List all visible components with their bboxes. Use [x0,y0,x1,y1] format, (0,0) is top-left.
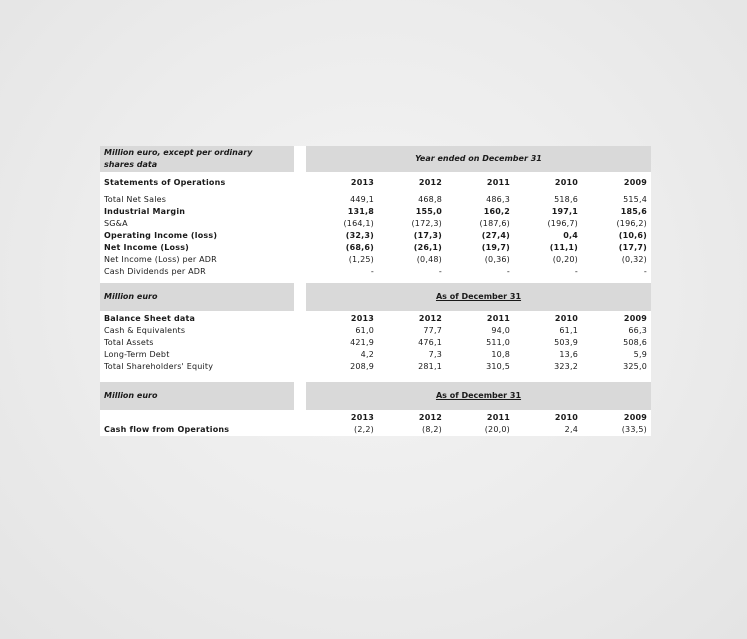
balance-header-right [306,283,651,311]
year-cell: 2013 [350,178,374,187]
value-cell: (2,2) [354,425,374,434]
table-row [100,349,651,361]
value-cell: 4,2 [360,350,374,359]
balance-title: Balance Sheet data [104,314,196,323]
value-cell: (27,4) [481,231,510,240]
value-cell: 518,6 [554,195,578,204]
year-cell: 2011 [486,178,510,187]
year-cell: 2010 [554,413,578,422]
row-label: Industrial Margin [104,207,186,216]
cashflow-header-label: Million euro [104,391,158,400]
table-row [100,325,651,337]
operations-title: Statements of Operations [104,178,226,187]
value-cell: 515,4 [623,195,647,204]
year-cell: 2010 [554,178,578,187]
value-cell: 10,8 [491,350,510,359]
value-cell: (196,2) [616,219,647,228]
row-label: Cash & Equivalents [104,326,186,335]
value-cell: (0,36) [484,255,510,264]
cashflow-header-right [306,382,651,410]
value-cell: 476,1 [418,338,442,347]
value-cell: 2,4 [564,425,578,434]
row-label: Net Income (Loss) per ADR [104,255,217,264]
balance-title-row [100,313,651,325]
row-label: Cash Dividends per ADR [104,267,206,276]
value-cell: (196,7) [547,219,578,228]
value-cell: (172,3) [411,219,442,228]
year-cell: 2012 [418,413,442,422]
table-row [100,230,651,242]
row-label: Net Income (Loss) [104,243,190,252]
balance-header-left [100,283,294,311]
year-cell: 2013 [350,413,374,422]
value-cell: 77,7 [423,326,442,335]
value-cell: 185,6 [620,207,647,216]
balance-header-label: Million euro [104,292,158,301]
value-cell: (11,1) [549,243,578,252]
year-cell: 2009 [623,413,647,422]
value-cell: (0,20) [552,255,578,264]
value-cell: (8,2) [422,425,442,434]
value-cell: - [643,267,647,276]
value-cell: (32,3) [345,231,374,240]
row-label: Total Assets [104,338,154,347]
value-cell: (26,1) [413,243,442,252]
table-row [100,337,651,349]
value-cell: (187,6) [479,219,510,228]
value-cell: (0,32) [621,255,647,264]
year-cell: 2011 [486,314,510,323]
table-row [100,266,651,278]
balance-period-label: As of December 31 [435,292,522,301]
table-row [100,206,651,218]
row-label: SG&A [104,219,128,228]
table-row [100,424,651,436]
operations-header-left-line2: shares data [104,160,158,169]
row-label: Total Net Sales [104,195,167,204]
operations-header-left [100,146,294,172]
value-cell: - [574,267,578,276]
table-row [100,361,651,373]
value-cell: (10,6) [618,231,647,240]
value-cell: (17,3) [413,231,442,240]
table-row [100,242,651,254]
value-cell: 325,0 [623,362,647,371]
year-cell: 2009 [623,314,647,323]
value-cell: 7,3 [428,350,442,359]
cashflow-header-left [100,382,294,410]
value-cell: 323,2 [554,362,578,371]
table-row [100,218,651,230]
value-cell: 281,1 [418,362,442,371]
row-label: Long-Term Debt [104,350,170,359]
row-label: Cash flow from Operations [104,425,230,434]
year-cell: 2012 [418,314,442,323]
value-cell: 155,0 [415,207,442,216]
value-cell: (19,7) [481,243,510,252]
table-row [100,194,651,206]
cashflow-years-row [100,412,651,424]
value-cell: 61,1 [559,326,578,335]
financial-summary-table [100,146,651,436]
value-cell: 94,0 [491,326,510,335]
operations-title-row [100,177,651,189]
value-cell: - [438,267,442,276]
year-cell: 2013 [350,314,374,323]
value-cell: 310,5 [486,362,510,371]
row-label: Operating Income (loss) [104,231,218,240]
value-cell: 503,9 [554,338,578,347]
operations-header-right [306,146,651,172]
operations-period-label: Year ended on December 31 [415,154,542,163]
table-row [100,254,651,266]
value-cell: - [506,267,510,276]
value-cell: - [370,267,374,276]
value-cell: (1,25) [348,255,374,264]
value-cell: (17,7) [618,243,647,252]
value-cell: 449,1 [350,195,374,204]
value-cell: (20,0) [484,425,510,434]
operations-header-left-line1: Million euro, except per ordinary [104,148,253,157]
value-cell: 511,0 [486,338,510,347]
year-cell: 2011 [486,413,510,422]
row-label: Total Shareholders' Equity [104,362,214,371]
value-cell: 486,3 [486,195,510,204]
year-cell: 2010 [554,314,578,323]
value-cell: 421,9 [350,338,374,347]
value-cell: 0,4 [563,231,578,240]
value-cell: 5,9 [633,350,647,359]
value-cell: (33,5) [621,425,647,434]
value-cell: (68,6) [345,243,374,252]
value-cell: 197,1 [551,207,578,216]
value-cell: 160,2 [483,207,510,216]
value-cell: 208,9 [350,362,374,371]
value-cell: 508,6 [623,338,647,347]
value-cell: 131,8 [347,207,374,216]
year-cell: 2012 [418,178,442,187]
value-cell: (0,48) [416,255,442,264]
cashflow-period-label: As of December 31 [435,391,522,400]
value-cell: 61,0 [355,326,374,335]
year-cell: 2009 [623,178,647,187]
value-cell: 468,8 [418,195,442,204]
value-cell: 66,3 [628,326,647,335]
value-cell: (164,1) [343,219,374,228]
value-cell: 13,6 [559,350,578,359]
